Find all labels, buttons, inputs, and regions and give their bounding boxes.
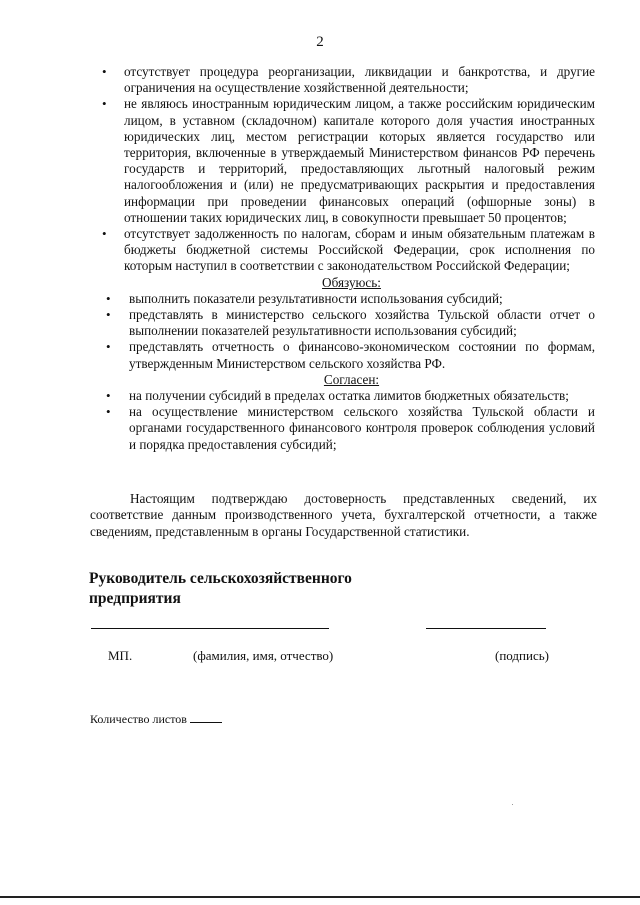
- bullet-icon: •: [106, 290, 111, 306]
- scan-speck: [512, 804, 513, 805]
- name-caption: (фамилия, имя, отчество): [193, 648, 334, 663]
- list-item: • представлять в министерство сельского хозяйства Тульской области отчет о выполнении показателей результативности использования субсидий;: [106, 307, 595, 339]
- list-item: • отсутствует процедура реорганизации, ликвидации и банкротства, и другие ограничения на осуществление хозяйственной деятельности;: [102, 64, 595, 96]
- sheets-count: [90, 711, 222, 727]
- obligations-list: [108, 291, 595, 372]
- list-item: • отсутствует задолженность по налогам, сборам и иным обязательным платежам в бюджеты бюджетной системы Российской Федерации, срок исполнения по которым наступил в соответствии с законодательством Российской Федерации;: [102, 226, 595, 274]
- signature-title-line1: Руководитель сельскохозяйственного: [89, 570, 352, 587]
- sheets-blank: [190, 711, 222, 723]
- bullet-icon: •: [106, 404, 111, 420]
- heading-obligate: Обязуюсь:: [322, 274, 381, 290]
- conditions-list: [102, 64, 595, 275]
- sheets-label: Количество листов: [90, 712, 187, 726]
- list-item: • на осуществление министерством сельского хозяйства Тульской области и органами государственного финансового контроля проверок соблюдения условий и порядка предоставления субсидий;: [106, 404, 595, 452]
- agreement-list: [108, 388, 595, 453]
- signature-title-line2: предприятия: [89, 590, 181, 607]
- document-body: [102, 64, 595, 453]
- bullet-icon: •: [106, 388, 111, 404]
- list-item: • не являюсь иностранным юридическим лицом, а также российским юридическим лицом, в уставном (складочном) капитале которого доля участия иностранных юридических лиц, местом регистрации которых является государство или территория, включенные в утверждаемый Министерством финансов РФ перечень государств и территорий, предоставляющих льготный налоговый режим налогообложения и (или) не предусматривающих раскрытия и предоставления информации при проведении финансовых операций (офшорные зоны) в отношении таких юридических лиц, в совокупности превышает 50 процентов;: [102, 96, 595, 225]
- confirmation-paragraph: Настоящим подтверждаю достоверность представленных сведений, их соответствие данным производственного учета, бухгалтерской отчетности, а также сведениям, представленным в органы Государственной статистики.: [90, 491, 597, 539]
- signature-line: [426, 628, 546, 629]
- bullet-icon: •: [102, 64, 107, 79]
- stamp-label: МП.: [108, 648, 133, 663]
- list-item: • выполнить показатели результативности использования субсидий;: [106, 290, 503, 306]
- bullet-icon: •: [106, 339, 111, 355]
- name-line: [91, 628, 329, 629]
- bullet-icon: •: [102, 96, 107, 112]
- bottom-rule: [0, 896, 640, 898]
- page-number: 2: [316, 34, 324, 50]
- list-item: • на получении субсидий в пределах остатка лимитов бюджетных обязательств;: [106, 388, 569, 404]
- list-item: • представлять отчетность о финансово-экономическом состоянии по формам, утвержденным Министерством сельского хозяйства РФ.: [106, 339, 595, 371]
- signature-title: [89, 569, 352, 609]
- heading-agree: Согласен:: [323, 371, 380, 387]
- signature-caption: (подпись): [495, 648, 549, 663]
- bullet-icon: •: [106, 307, 111, 323]
- bullet-icon: •: [102, 226, 107, 242]
